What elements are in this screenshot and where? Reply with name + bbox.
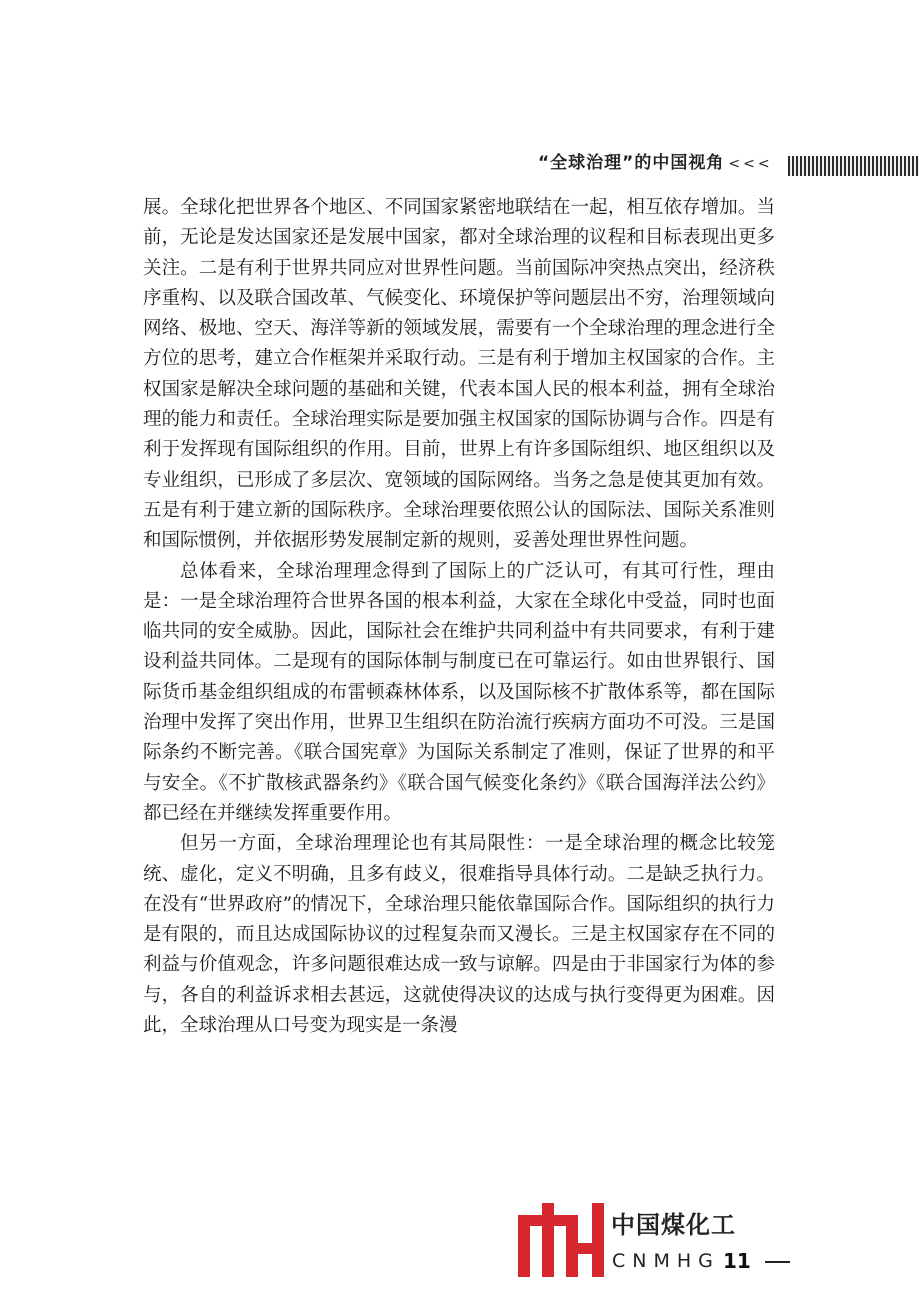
paragraph-3: 但另一方面，全球治理理论也有其局限性：一是全球治理的概念比较笼统、虚化，定义不明确，且多有歧义，很难指导具体行动。二是缺乏执行力。在没有“世界政府”的情况下，全球治理只能依靠国际合作。国际组织的执行力是有限的，而且达成国际协议的过程复杂而又漫长。三是主权国家存在不同的利益与价值观念，许多问题很难达成一致与谅解。四是由于非国家行为体的参与，各自的利益诉求相去甚远，这就使得决议的达成与执行变得更为困难。因此，全球治理从口号变为现实是一条漫 — [143, 833, 775, 1037]
header-title: “全球治理”的中国视角 — [538, 153, 725, 173]
header-chevrons: <<< — [728, 156, 773, 172]
article-body — [143, 193, 775, 1041]
page-number: 11 — [723, 1249, 751, 1273]
page-number-dash — [765, 1261, 790, 1263]
logo-chinese-name: 中国煤化工 — [611, 1211, 736, 1239]
header-decorative-bar — [788, 156, 919, 176]
paragraph-2: 总体看来，全球治理理念得到了国际上的广泛认可，有其可行性，理由是：一是全球治理符合世界各国的根本利益，大家在全球化中受益，同时也面临共同的安全威胁。因此，国际社会在维护共同利益中有共同要求，有利于建设利益共同体。二是现有的国际体制与制度已在可靠运行。如由世界银行、国际货币基金组织组成的布雷顿森林体系，以及国际核不扩散体系等，都在国际治理中发挥了突出作用，世界卫生组织在防治流行疾病方面功不可没。三是国际条约不断完善。《联合国宪章》为国际关系制定了准则，保证了世界的和平与安全。《不扩散核武器条约》《联合国气候变化条约》《联合国海洋法公约》都已经在并继续发挥重要作用。 — [143, 560, 775, 824]
paragraph-1: 展。全球化把世界各个地区、不同国家紧密地联结在一起，相互依存增加。当前，无论是发达国家还是发展中国家，都对全球治理的议程和目标表现出更多关注。二是有利于世界共同应对世界性问题。当前国际冲突热点突出，经济秩序重构、以及联合国改革、气候变化、环境保护等问题层出不穷，治理领域向网络、极地、空天、海洋等新的领域发展，需要有一个全球治理的理念进行全方位的思考，建立合作框架并采取行动。三是有利于增加主权国家的合作。主权国家是解决全球问题的基础和关键，代表本国人民的根本利益，拥有全球治理的能力和责任。全球治理实际是要加强主权国家的国际协调与合作。四是有利于发挥现有国际组织的作用。目前，世界上有许多国际组织、地区组织以及专业组织，已形成了多层次、宽领域的国际网络。当务之急是使其更加有效。五是有利于建立新的国际秩序。全球治理要依照公认的国际法、国际关系准则和国际惯例，并依据形势发展制定新的规则，妥善处理世界性问题。 — [143, 197, 775, 552]
logo-english-name: CNMHG — [612, 1250, 720, 1272]
running-header — [538, 148, 773, 173]
